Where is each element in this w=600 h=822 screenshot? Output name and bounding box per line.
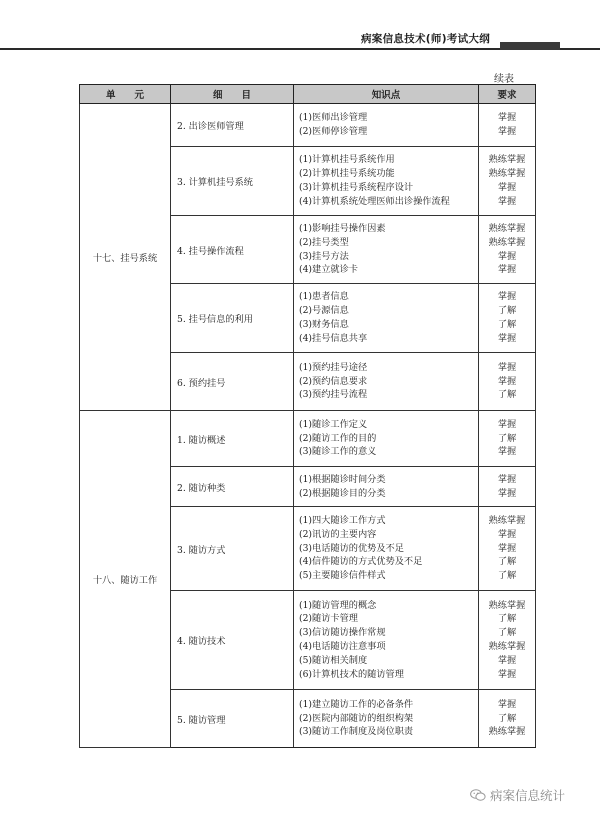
requirement-level: 掌握 [497, 473, 517, 485]
knowledge-point: (2)挂号类型 [299, 236, 349, 248]
table-row [80, 104, 536, 147]
item-cell: 5. 随访管理 [171, 690, 294, 748]
requirement-level: 了解 [497, 570, 517, 582]
knowledge-point: (1)影响挂号操作因素 [299, 222, 386, 234]
column-header-unit: 单 元 [80, 85, 171, 104]
knowledge-point: (2)医师停诊管理 [299, 126, 368, 137]
points-cell [294, 591, 479, 690]
requirement-cell [479, 284, 536, 353]
knowledge-point: (1)根据随诊时间分类 [299, 473, 386, 485]
requirement-level: 掌握 [497, 654, 517, 666]
requirement-level: 了解 [497, 389, 517, 401]
knowledge-point: (3)随诊工作的意义 [299, 446, 377, 458]
item-cell: 3. 计算机挂号系统 [171, 147, 294, 216]
requirement-level: 掌握 [497, 264, 517, 276]
knowledge-point: (3)挂号方法 [299, 250, 349, 262]
requirement-cell [479, 507, 536, 591]
requirement-level: 了解 [497, 305, 517, 317]
knowledge-point: (4)电话随访注意事项 [299, 641, 386, 652]
knowledge-point: (5)主要随诊信件样式 [299, 570, 386, 582]
requirement-level: 掌握 [497, 291, 517, 303]
requirement-level: 了解 [497, 319, 517, 330]
table-row [80, 411, 536, 467]
item-cell: 1. 随访概述 [171, 411, 294, 467]
knowledge-point: (4)计算机系统处理医师出诊操作流程 [299, 195, 450, 207]
watermark-text: 病案信息统计 [490, 788, 566, 803]
points-cell [294, 467, 479, 507]
item-cell: 4. 随访技术 [171, 591, 294, 690]
knowledge-point: (1)预约挂号途径 [299, 361, 368, 373]
requirement-cell [479, 216, 536, 284]
item-cell: 4. 挂号操作流程 [171, 216, 294, 284]
knowledge-point: (2)号源信息 [299, 305, 349, 317]
item-cell: 3. 随访方式 [171, 507, 294, 591]
table-body [80, 104, 536, 748]
unit-cell: 十八、随访工作 [80, 411, 171, 748]
knowledge-point: (1)四大随诊工作方式 [299, 515, 386, 526]
knowledge-point: (2)随访工作的目的 [299, 432, 377, 444]
column-header-item: 细 目 [171, 85, 294, 104]
running-header: 病案信息技术(师)考试大纲 [361, 33, 490, 45]
points-cell [294, 147, 479, 216]
knowledge-point: (1)计算机挂号系统作用 [299, 154, 395, 166]
requirement-level: 掌握 [497, 528, 517, 540]
knowledge-point: (3)财务信息 [299, 319, 349, 330]
requirement-level: 了解 [497, 556, 517, 568]
knowledge-point: (1)建立随访工作的必备条件 [299, 698, 414, 710]
points-cell [294, 411, 479, 467]
requirement-level: 熟练掌握 [488, 222, 526, 234]
points-cell [294, 353, 479, 411]
requirement-level: 熟练掌握 [488, 154, 526, 166]
knowledge-point: (3)预约挂号流程 [299, 389, 368, 401]
knowledge-point: (2)预约信息要求 [299, 375, 368, 387]
knowledge-point: (3)电话随访的优势及不足 [299, 542, 404, 554]
points-cell [294, 284, 479, 353]
knowledge-point: (2)计算机挂号系统功能 [299, 168, 395, 180]
requirement-level: 掌握 [497, 250, 517, 262]
requirement-cell [479, 147, 536, 216]
item-cell: 2. 出诊医师管理 [171, 104, 294, 147]
requirement-level: 熟练掌握 [488, 515, 526, 526]
points-cell [294, 216, 479, 284]
knowledge-point: (6)计算机技术的随访管理 [299, 668, 404, 680]
knowledge-point: (3)信访随访操作常规 [299, 627, 386, 639]
unit-cell: 十七、挂号系统 [80, 104, 171, 411]
column-header-requirement: 要求 [479, 85, 536, 104]
requirement-level: 掌握 [497, 487, 517, 499]
requirement-cell [479, 690, 536, 748]
requirement-level: 熟练掌握 [488, 726, 526, 738]
points-cell [294, 690, 479, 748]
knowledge-point: (2)随访卡管理 [299, 613, 358, 625]
knowledge-point: (4)挂号信息共享 [299, 332, 368, 344]
requirement-level: 掌握 [497, 126, 517, 137]
points-cell [294, 104, 479, 147]
requirement-level: 掌握 [497, 446, 517, 458]
continued-label: 续表 [494, 74, 514, 85]
requirement-cell [479, 467, 536, 507]
knowledge-point: (1)随诊工作定义 [299, 418, 368, 430]
requirement-level: 熟练掌握 [488, 236, 526, 248]
knowledge-point: (3)随访工作制度及岗位职责 [299, 726, 414, 738]
requirement-cell [479, 104, 536, 147]
requirement-cell [479, 353, 536, 411]
requirement-level: 掌握 [497, 698, 517, 710]
header-band [500, 42, 560, 50]
requirement-cell [479, 591, 536, 690]
requirement-level: 掌握 [497, 375, 517, 387]
knowledge-point: (1)患者信息 [299, 291, 349, 303]
requirement-level: 掌握 [497, 542, 517, 554]
knowledge-point: (2)根据随诊目的分类 [299, 487, 386, 499]
knowledge-point: (2)讯访的主要内容 [299, 528, 377, 540]
requirement-level: 掌握 [497, 668, 517, 680]
requirement-level: 掌握 [497, 361, 517, 373]
knowledge-point: (1)医师出诊管理 [299, 112, 368, 124]
requirement-level: 了解 [497, 613, 517, 625]
requirement-level: 了解 [497, 432, 517, 444]
requirement-level: 掌握 [497, 332, 517, 344]
syllabus-table [79, 84, 536, 748]
wechat-icon [470, 789, 486, 801]
knowledge-point: (1)随访管理的概念 [299, 599, 377, 611]
item-cell: 6. 预约挂号 [171, 353, 294, 411]
knowledge-point: (5)随访相关制度 [299, 654, 368, 666]
requirement-level: 掌握 [497, 418, 517, 430]
points-cell [294, 507, 479, 591]
source-watermark [470, 786, 565, 804]
requirement-level: 熟练掌握 [488, 168, 526, 180]
requirement-level: 掌握 [497, 112, 517, 124]
item-cell: 5. 挂号信息的利用 [171, 284, 294, 353]
requirement-level: 了解 [497, 627, 517, 639]
knowledge-point: (2)医院内部随访的组织构架 [299, 712, 414, 724]
requirement-level: 了解 [497, 712, 517, 724]
item-cell: 2. 随访种类 [171, 467, 294, 507]
knowledge-point: (4)信件随访的方式优势及不足 [299, 556, 423, 568]
requirement-level: 熟练掌握 [488, 641, 526, 652]
column-header-points: 知识点 [294, 85, 479, 104]
requirement-level: 掌握 [497, 182, 517, 193]
table-header-row [80, 85, 536, 104]
requirement-level: 熟练掌握 [488, 599, 526, 611]
knowledge-point: (3)计算机挂号系统程序设计 [299, 182, 414, 193]
requirement-cell [479, 411, 536, 467]
requirement-level: 掌握 [497, 195, 517, 207]
knowledge-point: (4)建立就诊卡 [299, 264, 358, 276]
